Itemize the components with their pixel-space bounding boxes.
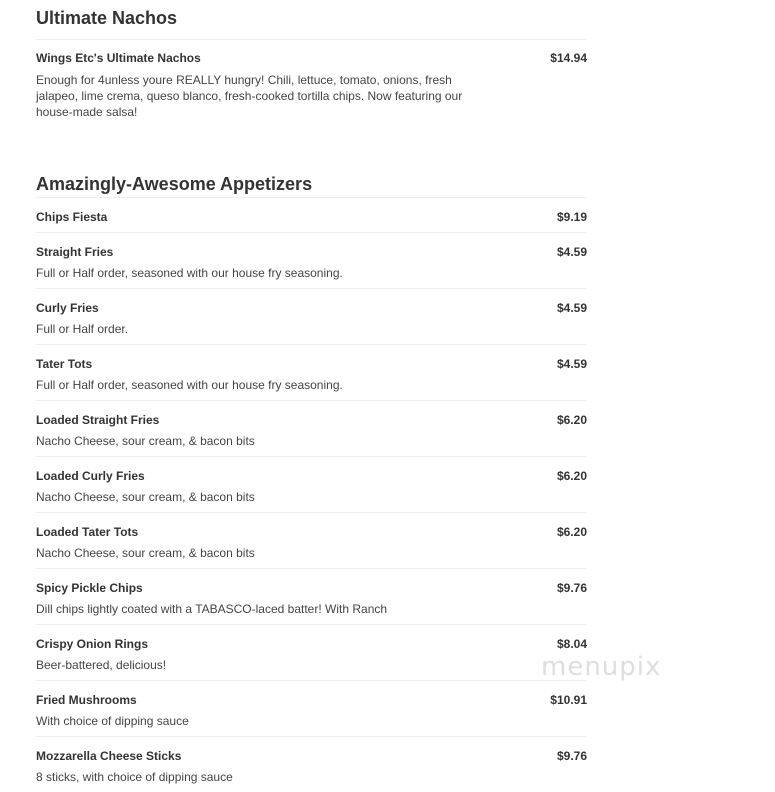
menu-item — [36, 625, 587, 681]
item-price: $9.19 — [556, 210, 587, 224]
section-title: Ultimate Nachos — [36, 8, 178, 28]
item-description: Dill chips lightly coated with a TABASCO-laced batter! With Ranch — [36, 602, 388, 616]
menu — [36, 0, 587, 792]
item-name: Crispy Onion Rings — [36, 637, 149, 651]
item-description: 8 sticks, with choice of dipping sauce — [36, 770, 233, 784]
item-price: $14.94 — [550, 51, 587, 65]
item-description: Nacho Cheese, sour cream, & bacon bits — [36, 546, 255, 560]
item-price: $9.76 — [556, 581, 587, 595]
menu-item — [36, 513, 587, 569]
menu-item — [36, 681, 587, 737]
item-price: $4.59 — [556, 301, 587, 315]
item-name: Chips Fiesta — [36, 210, 108, 224]
menu-item — [36, 198, 587, 233]
item-price: $6.20 — [556, 469, 587, 483]
item-price: $4.59 — [556, 357, 587, 371]
item-name: Straight Fries — [36, 245, 114, 259]
item-description: Full or Half order. — [36, 322, 129, 336]
item-price: $6.20 — [556, 413, 587, 427]
item-name: Mozzarella Cheese Sticks — [36, 749, 182, 763]
item-description: With choice of dipping sauce — [36, 714, 189, 728]
item-description: Nacho Cheese, sour cream, & bacon bits — [36, 434, 255, 448]
item-description: Full or Half order, seasoned with our house fry seasoning. — [36, 378, 343, 392]
item-name: Loaded Tater Tots — [36, 525, 139, 539]
item-description: Nacho Cheese, sour cream, & bacon bits — [36, 490, 255, 504]
item-name: Tater Tots — [36, 357, 93, 371]
menu-item — [36, 569, 587, 625]
item-name: Spicy Pickle Chips — [36, 581, 143, 595]
section-ultimate-nachos — [36, 0, 587, 133]
menu-item — [36, 233, 587, 289]
item-description: Beer-battered, delicious! — [36, 658, 167, 672]
menu-item — [36, 401, 587, 457]
menu-item — [36, 737, 587, 792]
item-price: $9.76 — [556, 749, 587, 763]
item-price: $4.59 — [556, 245, 587, 259]
menu-item — [36, 345, 587, 401]
section-title: Amazingly-Awesome Appetizers — [36, 174, 313, 194]
watermark-logo: menupix — [541, 652, 662, 682]
menu-item — [36, 457, 587, 513]
item-name: Loaded Straight Fries — [36, 413, 160, 427]
item-description: Full or Half order, seasoned with our house fry seasoning. — [36, 266, 343, 280]
section-appetizers — [36, 173, 587, 792]
menu-item — [36, 289, 587, 345]
item-price: $6.20 — [556, 525, 587, 539]
item-price: $8.04 — [556, 637, 587, 651]
menu-item — [36, 40, 587, 133]
item-description: Enough for 4unless youre REALLY hungry! Chili, lettuce, tomato, onions, fresh jalapeo, lime crema, queso blanco, fresh-cooked tortilla chips. Now featuring our house-made salsa! — [36, 73, 463, 119]
item-name: Wings Etc's Ultimate Nachos — [36, 51, 201, 65]
item-name: Curly Fries — [36, 301, 99, 315]
item-price: $10.91 — [550, 693, 587, 707]
item-name: Loaded Curly Fries — [36, 469, 145, 483]
item-name: Fried Mushrooms — [36, 693, 137, 707]
